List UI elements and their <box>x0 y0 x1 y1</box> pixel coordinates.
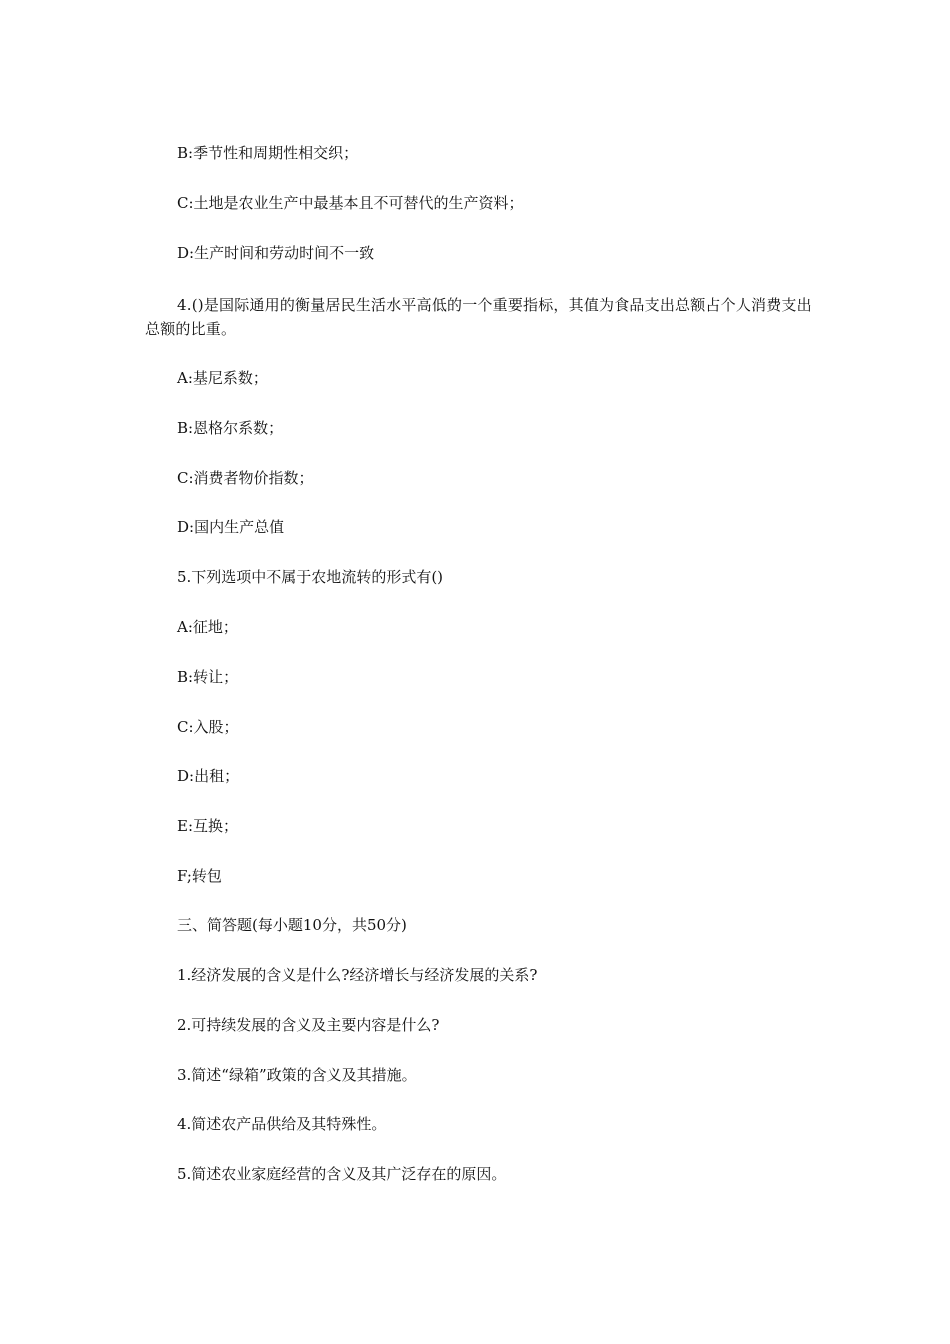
short-answer-q5: 5.简述农业家庭经营的含义及其广泛存在的原因。 <box>177 1165 507 1183</box>
q3-option-d: D:生产时间和劳动时间不一致 <box>177 244 375 262</box>
short-answer-q4: 4.简述农产品供给及其特殊性。 <box>177 1115 387 1133</box>
q4-option-b: B:恩格尔系数； <box>177 419 284 437</box>
short-answer-q1: 1.经济发展的含义是什么?经济增长与经济发展的关系? <box>177 966 538 984</box>
q5-option-a: A:征地； <box>177 618 238 636</box>
q5-option-e: E:互换； <box>177 817 239 835</box>
q4-stem: 4.()是国际通用的衡量居民生活水平高低的一个重要指标，其值为食品支出总额占个人消费支出总额的比重。 <box>145 296 812 338</box>
short-answer-q3: 3.简述“绿箱”政策的含义及其措施。 <box>177 1066 417 1084</box>
q5-stem: 5.下列选项中不属于农地流转的形式有() <box>177 568 444 586</box>
short-answer-q2: 2.可持续发展的含义及主要内容是什么? <box>177 1016 440 1034</box>
q5-option-d: D:出租； <box>177 767 240 785</box>
q5-option-c: C:入股； <box>177 718 239 736</box>
q3-option-b: B:季节性和周期性相交织； <box>177 144 359 162</box>
q5-option-b: B:转让； <box>177 668 239 686</box>
q3-option-c: C:土地是农业生产中最基本且不可替代的生产资料； <box>177 194 524 212</box>
q4-option-c: C:消费者物价指数； <box>177 469 314 487</box>
q4-option-d: D:国内生产总值 <box>177 518 285 536</box>
q5-option-f: F;转包 <box>177 867 222 885</box>
section3-heading: 三、简答题(每小题10分，共50分) <box>177 916 407 934</box>
q4-option-a: A:基尼系数； <box>177 369 268 387</box>
